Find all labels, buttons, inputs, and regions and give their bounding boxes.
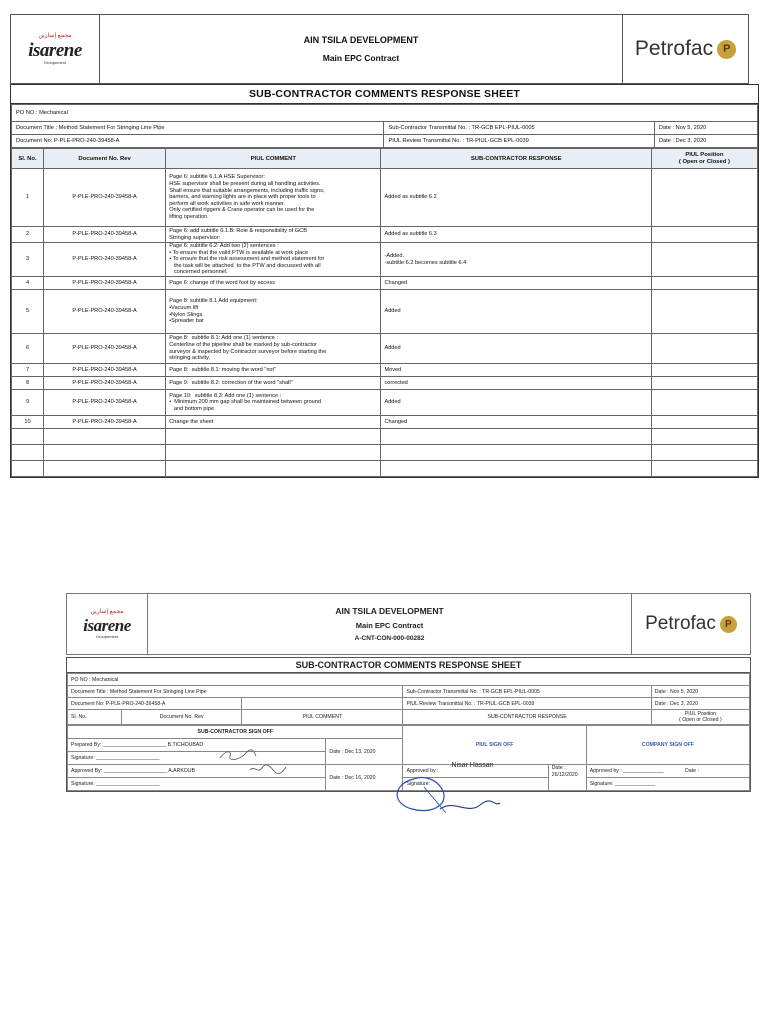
row-subcontractor-response	[381, 290, 651, 334]
table-row	[12, 243, 758, 277]
scan-isarene-logo	[67, 594, 148, 654]
table-row	[12, 390, 758, 416]
piul-date	[548, 765, 586, 791]
empty-cell	[12, 429, 44, 445]
company-approved-by-label: Approved by : ______________	[589, 768, 664, 774]
row-piul-position[interactable]	[651, 243, 757, 277]
response-line: Added as subtitle 6.2	[384, 194, 437, 201]
comment-line: Change the sheet	[169, 418, 214, 425]
isarene-logo	[11, 15, 100, 83]
scan-col-piul-position: PIUL Position ( Open or Closed )	[651, 710, 749, 725]
empty-cell	[166, 429, 381, 445]
row-piul-comment	[166, 390, 381, 416]
empty-cell	[381, 445, 651, 461]
comment-line: and bottom pipe.	[169, 405, 216, 412]
row-document-no: P-PLE-PRO-240-39458-A	[44, 416, 166, 429]
comment-line: Page 9: subtitle 8.2: correction of the word "shall"	[169, 379, 293, 386]
row-document-no: P-PLE-PRO-240-39458-A	[44, 390, 166, 416]
row-piul-comment	[166, 290, 381, 334]
row-document-no: P-PLE-PRO-240-39458-A	[44, 277, 166, 290]
row-document-no: P-PLE-PRO-240-39458-A	[44, 377, 166, 390]
sheet-meta-table	[11, 104, 758, 148]
logo-wordmark: isarene	[28, 40, 82, 61]
comment-line: perform all work activities in safe work manner.	[169, 200, 286, 207]
row-subcontractor-response	[381, 416, 651, 429]
scan-transmittal-date: Date : Nov 5, 2020	[651, 686, 749, 698]
scan-po-number: PO NO : Mechanical	[68, 674, 750, 686]
scan-piul-review-transmittal: PIUL Review Transmittal No. : TR-PIUL-GCB EPL-0039	[403, 698, 651, 710]
empty-cell	[381, 461, 651, 477]
row-subcontractor-response	[381, 277, 651, 290]
date-prepared: Date : Dec 13, 2020	[326, 739, 403, 765]
row-piul-position[interactable]	[651, 169, 757, 227]
comment-line: Shall ensure that suitable arrangements, including traffic signs,	[169, 187, 325, 194]
response-line: Changed	[384, 279, 408, 286]
row-piul-position[interactable]	[651, 416, 757, 429]
response-line: Changed	[384, 418, 408, 425]
comments-sheet	[10, 84, 759, 478]
comment-line: Page 6: subtitle 6.1.A HSE Supervisor:	[169, 174, 265, 181]
row-subcontractor-response	[381, 227, 651, 243]
response-line: Added as subtitle 6.3	[384, 231, 437, 238]
comment-line: lifting operation.	[169, 213, 209, 220]
row-subcontractor-response	[381, 169, 651, 227]
row-piul-position[interactable]	[651, 390, 757, 416]
row-document-no: P-PLE-PRO-240-39458-A	[44, 169, 166, 227]
project-title: AIN TSILA DEVELOPMENT	[303, 35, 419, 45]
approved-by-label: Approved By: ______________________ A.ARKOUB	[71, 768, 196, 774]
comment-line: • To ensure that the risk assessment and method statement for	[169, 256, 325, 263]
empty-table-row	[12, 461, 758, 477]
row-sl-no: 9	[12, 390, 44, 416]
piul-date-value: 26/12/2020	[551, 772, 578, 778]
comments-table	[11, 148, 758, 477]
scan-col-sl-no: Sl. No.	[68, 710, 122, 725]
contract-title: Main EPC Contract	[322, 53, 400, 63]
scan-petrofac-wordmark: Petrofac	[645, 613, 716, 634]
row-piul-comment	[166, 243, 381, 277]
petrofac-wordmark: Petrofac	[634, 37, 714, 60]
comment-line: •Nylon Slings	[169, 311, 203, 318]
row-sl-no: 7	[12, 364, 44, 377]
row-piul-comment	[166, 364, 381, 377]
scan-meta-table	[67, 673, 750, 725]
col-sl-no: Sl. No.	[12, 149, 44, 169]
comment-line: the task will be attached to the PTW and discussed with all	[169, 262, 321, 269]
col-subcontractor-response: SUB-CONTRACTOR RESPONSE	[381, 149, 651, 169]
row-document-no: P-PLE-PRO-240-39458-A	[44, 334, 166, 364]
scan-col-subcontractor-response: SUB-CONTRACTOR RESPONSE	[403, 710, 651, 725]
approved-signature-line: Signature: ______________________	[68, 778, 326, 791]
comment-line: concerned personnel.	[169, 269, 228, 276]
empty-cell	[12, 445, 44, 461]
approved-by	[68, 765, 326, 778]
piul-approved-by-label: Approved by :	[406, 768, 439, 774]
scan-document-ref: A-CNT-CON-000-00282	[354, 635, 425, 642]
comment-line: Page 6: subtitle 6.2: Add two (2) sentences :	[169, 243, 279, 250]
row-document-no: P-PLE-PRO-240-39458-A	[44, 227, 166, 243]
comment-line: Centerline of the pipeline shall be marked by sub-contractor	[169, 341, 317, 348]
row-subcontractor-response	[381, 377, 651, 390]
row-piul-comment	[166, 227, 381, 243]
comment-line: •Spreader bar	[169, 318, 204, 325]
date-approved: Date : Dec 16, 2020	[326, 765, 403, 791]
scan-header	[66, 593, 751, 655]
scan-petrofac-drop-icon: P	[720, 616, 737, 633]
header-titles	[100, 15, 623, 83]
document-number: Document No: P-PLE-PRO-240-39458-A	[12, 135, 384, 148]
po-number: PO NO : Mechanical	[12, 105, 758, 122]
response-line: -Added.	[384, 252, 405, 259]
scan-document-number: Document No: P-PLE-PRO-240-39458-A	[68, 698, 242, 710]
piul-review-transmittal: PIUL Review Transmittal No. : TR-PIUL-GCB EPL-0039	[384, 135, 654, 148]
table-row	[12, 377, 758, 390]
piul-signoff-heading: PIUL SIGN OFF	[403, 726, 586, 765]
row-sl-no: 3	[12, 243, 44, 277]
prepared-signature-scribble	[218, 748, 258, 762]
comment-line: Only certified riggers & Crane operator can be used for the	[169, 207, 315, 214]
empty-table-row	[12, 429, 758, 445]
subcontractor-signoff-heading: SUB-CONTRACTOR SIGN OFF	[68, 726, 403, 739]
row-sl-no: 1	[12, 169, 44, 227]
document-header	[10, 14, 749, 84]
row-document-no: P-PLE-PRO-240-39458-A	[44, 364, 166, 377]
row-piul-comment	[166, 169, 381, 227]
row-piul-position[interactable]	[651, 364, 757, 377]
row-subcontractor-response	[381, 243, 651, 277]
row-piul-comment	[166, 416, 381, 429]
response-line: Added	[384, 345, 401, 352]
table-row	[12, 334, 758, 364]
comment-line: stringing activity.	[169, 355, 211, 362]
scan-logo-wordmark: isarene	[83, 616, 131, 635]
empty-table-row	[12, 445, 758, 461]
scan-sheet-title: SUB-CONTRACTOR COMMENTS RESPONSE SHEET	[67, 658, 750, 673]
col-document-no: Document No. Rev	[44, 149, 166, 169]
row-piul-comment	[166, 334, 381, 364]
comment-line: Page 6: add subtitle 6.1.B: Role & responsibility of GCB	[169, 227, 307, 234]
piul-approver-name: Nisar Hassan	[451, 762, 494, 769]
review-date: Date : Dec 3, 2020	[654, 135, 757, 148]
scan-subcontractor-transmittal: Sub-Contractor Transmittal No. : TR-GCB EPL-PIUL-0005	[403, 686, 651, 698]
row-subcontractor-response	[381, 364, 651, 377]
comment-line: HSE supervisor shall be present during all handling activities.	[169, 181, 321, 188]
company-signoff-heading: COMPANY SIGN OFF	[586, 726, 749, 765]
comment-line: Page 6: change of the word foot by access	[169, 279, 275, 286]
row-piul-comment	[166, 277, 381, 290]
scan-logo-arabic-text: مجمع إسارين	[90, 609, 124, 615]
row-piul-position[interactable]	[651, 277, 757, 290]
scan-petrofac-logo	[632, 594, 750, 654]
company-approved-by	[586, 765, 749, 778]
table-row	[12, 416, 758, 429]
row-sl-no: 4	[12, 277, 44, 290]
prepared-signature-label: Signature: ______________________	[71, 755, 160, 761]
comment-line: Page 8: subtitle 8.1: Add one (1) sentence :	[169, 335, 279, 342]
comment-line: Stringing supervisor:	[169, 234, 221, 241]
empty-cell	[651, 429, 757, 445]
company-date-label: Date :	[685, 768, 699, 774]
logo-arabic-text: مجمع إسارين	[38, 33, 72, 39]
scan-blank-cell	[242, 698, 403, 710]
row-sl-no: 5	[12, 290, 44, 334]
petrofac-drop-icon: P	[717, 40, 736, 59]
empty-cell	[166, 445, 381, 461]
response-line: Moved	[384, 366, 402, 373]
table-row	[12, 227, 758, 243]
row-piul-position[interactable]	[651, 290, 757, 334]
scan-header-titles	[148, 594, 632, 654]
response-line: Added	[384, 308, 401, 315]
approved-signature-scribble	[248, 764, 288, 776]
col-piul-comment: PIUL COMMENT	[166, 149, 381, 169]
row-piul-position[interactable]	[651, 227, 757, 243]
empty-cell	[44, 461, 166, 477]
scan-review-date: Date : Dec 3, 2020	[651, 698, 749, 710]
table-row	[12, 290, 758, 334]
row-sl-no: 8	[12, 377, 44, 390]
piul-signature-line: Signature:	[403, 778, 548, 791]
scanned-signoff-page	[66, 593, 750, 819]
comment-line: •Vacuum lift	[169, 304, 199, 311]
row-subcontractor-response	[381, 334, 651, 364]
sheet-title: SUB-CONTRACTOR COMMENTS RESPONSE SHEET	[11, 85, 758, 104]
scan-document-title: Document Title : Method Statement For Stringing Line Pipe	[68, 686, 403, 698]
company-signature-line: Signature: ______________	[586, 778, 749, 791]
empty-cell	[12, 461, 44, 477]
response-line: -subtitle 6.2 becomes subtitle 6.4	[384, 259, 467, 266]
row-sl-no: 10	[12, 416, 44, 429]
comment-line: • Minimum 200 mm gap shall be maintained between ground	[169, 399, 322, 406]
scan-col-piul-comment: PIUL COMMENT	[242, 710, 403, 725]
comment-line: Page 8: subtitle 8.1 Add equipment:	[169, 298, 258, 305]
row-piul-comment	[166, 377, 381, 390]
comment-line: • To ensure that the valid PTW is available at work place	[169, 249, 309, 256]
table-row	[12, 169, 758, 227]
row-sl-no: 2	[12, 227, 44, 243]
row-document-no: P-PLE-PRO-240-39458-A	[44, 290, 166, 334]
piul-date-label: Date :	[551, 765, 566, 771]
empty-cell	[651, 445, 757, 461]
comment-line: barriers, and warning lights are in place with proper tools to	[169, 194, 316, 201]
subcontractor-transmittal: Sub-Contractor Transmittal No. : TR-GCB EPL-PIUL-0005	[384, 122, 654, 135]
scan-logo-subtext: Groupement	[95, 634, 119, 639]
document-title: Document Title : Method Statement For Stringing Line Pipe	[12, 122, 384, 135]
empty-cell	[381, 429, 651, 445]
col-piul-position: PIUL Position ( Open or Closed )	[651, 149, 757, 169]
transmittal-date: Date : Nov 5, 2020	[654, 122, 757, 135]
prepared-signature	[68, 752, 326, 765]
empty-cell	[166, 461, 381, 477]
empty-cell	[651, 461, 757, 477]
scan-col-document-no: Document No. Rev	[122, 710, 242, 725]
prepared-by: Prepared By: ______________________ B.TICHOUBAD	[68, 739, 326, 752]
comment-line: Page 8: subtitle 8.1: moving the word "not"	[169, 366, 277, 373]
table-row	[12, 364, 758, 377]
row-document-no: P-PLE-PRO-240-39458-A	[44, 243, 166, 277]
petrofac-logo	[623, 15, 748, 83]
empty-cell	[44, 429, 166, 445]
row-subcontractor-response	[381, 390, 651, 416]
table-header-row	[12, 149, 758, 169]
scan-project-title: AIN TSILA DEVELOPMENT	[335, 606, 444, 616]
logo-subtext: Groupement	[43, 60, 67, 65]
empty-cell	[44, 445, 166, 461]
row-piul-position[interactable]	[651, 334, 757, 364]
table-row	[12, 277, 758, 290]
scan-contract-title: Main EPC Contract	[355, 621, 424, 630]
piul-ink-signature	[384, 769, 504, 821]
comment-line: surveyor & inspected by Contractor surveyor before starting the	[169, 348, 327, 355]
comment-line: Page 10: subtitle 8.3: Add one (1) sentence :	[169, 392, 282, 399]
row-piul-position[interactable]	[651, 377, 757, 390]
response-line: Added	[384, 399, 401, 406]
response-line: corrected	[384, 379, 408, 386]
row-sl-no: 6	[12, 334, 44, 364]
